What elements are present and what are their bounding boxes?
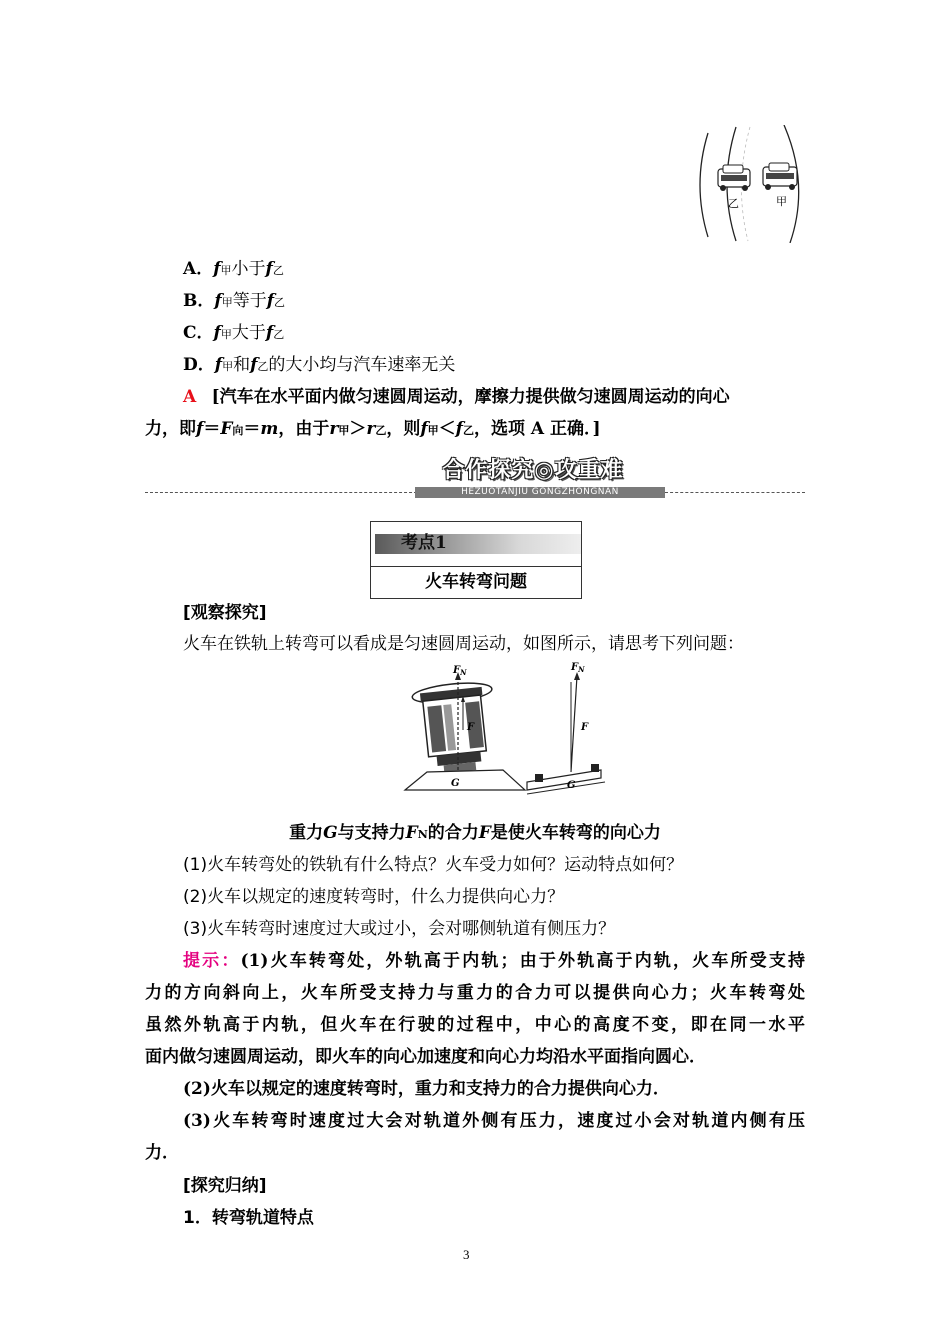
answer-l2-b: ，由于	[278, 419, 330, 439]
banner-dash-right	[665, 492, 805, 493]
option-a-letter: A．	[183, 259, 214, 279]
option-a-var2: f	[265, 259, 273, 279]
answer-l2-sub-jia2: 甲	[427, 424, 439, 437]
answer-letter: A	[183, 387, 197, 407]
answer-l2-f1: f	[420, 419, 428, 439]
caption-G: G	[323, 823, 338, 843]
answer-line-1	[183, 386, 805, 408]
option-d-letter: D．	[183, 355, 215, 375]
option-a	[183, 258, 843, 282]
option-a-var1: f	[213, 259, 221, 279]
answer-l2-F: F	[220, 419, 233, 439]
option-b	[183, 290, 843, 314]
answer-l2-d: ，选项 A 正确．]	[474, 419, 601, 439]
answer-l2-gt: ＞	[349, 419, 367, 439]
banner-subtitle: HEZUOTANJIU GONGZHONGNAN	[415, 487, 665, 498]
observe-heading: [观察探究]	[183, 603, 267, 623]
train-label-FN: $F_N$	[453, 665, 467, 677]
curve-cars-figure	[690, 125, 810, 243]
answer-line-2	[145, 418, 805, 442]
kaodian-label: 考点1	[401, 533, 447, 553]
caption-c: 的合力	[427, 823, 479, 843]
option-a-sub2: 乙	[272, 264, 284, 277]
train-body-icon	[411, 680, 500, 776]
answer-l2-sub-yi: 乙	[375, 424, 387, 437]
answer-l2-a: 力，即	[145, 419, 196, 439]
option-b-var1: f	[214, 291, 222, 311]
label-yi: 乙	[728, 197, 739, 210]
option-d	[183, 354, 843, 378]
question-2: (2)火车以规定的速度转弯时，什么力提供向心力？	[183, 887, 565, 907]
caption-a: 重力	[289, 823, 324, 843]
option-a-sub1: 甲	[220, 264, 232, 277]
answer-l2-r2: r	[366, 419, 376, 439]
option-d-mid: 和	[233, 355, 251, 375]
option-c-sub2: 乙	[273, 328, 285, 341]
answer-l2-r1: r	[329, 419, 339, 439]
hint-p1-line3: 虽然外轨高于内轨，但火车在行驶的过程中，中心的高度不变，即在同一水平	[145, 1015, 805, 1035]
answer-l2-sub-yi2: 乙	[463, 424, 474, 437]
kaodian-title: 火车转弯问题	[425, 572, 527, 592]
option-b-sub2: 乙	[274, 296, 286, 309]
option-b-sub1: 甲	[221, 296, 233, 309]
summary-heading: [探究归纳]	[183, 1176, 267, 1196]
caption-Nsub: N	[417, 828, 428, 841]
diagram-label-FN: $F_N$	[571, 662, 585, 674]
option-b-var2: f	[266, 291, 275, 311]
section-banner	[145, 452, 805, 502]
option-d-var1: f	[214, 355, 223, 375]
option-b-letter: B．	[183, 291, 215, 311]
question-3: (3)火车转弯时速度过大或过小，会对哪侧轨道有侧压力？	[183, 919, 616, 939]
answer-l2-m: m	[260, 419, 279, 439]
question-1: (1)火车转弯处的铁轨有什么特点？火车受力如何？运动特点如何？	[183, 855, 684, 875]
hint-p3-line1: (3)火车转弯时速度过大会对轨道外侧有压力，速度过小会对轨道内侧有压	[183, 1111, 805, 1131]
label-jia: 甲	[776, 195, 787, 208]
hint-p1-line1: (1)火车转弯处，外轨高于内轨；由于外轨高于内轨，火车所受支持	[240, 951, 806, 971]
option-a-mid: 小于	[231, 259, 266, 279]
diagram-label-F: F	[581, 722, 589, 733]
inner-road-curve	[700, 133, 708, 237]
caption-d: 是使火车转弯的向心力	[490, 823, 661, 843]
option-c-letter: C．	[183, 323, 214, 343]
hint-line-1	[183, 950, 805, 972]
train-label-G: G	[451, 778, 460, 789]
option-d-var2: f	[250, 355, 258, 375]
hint-p2: (2)火车以规定的速度转弯时，重力和支持力的合力提供向心力．	[183, 1079, 670, 1099]
caption-F2: F	[478, 823, 491, 843]
train-force-figure	[385, 660, 615, 808]
answer-l2-lt: ＜	[438, 419, 456, 439]
kaodian-box	[370, 521, 582, 599]
page-number: 3	[463, 1247, 470, 1262]
hint-p1-line2: 力的方向斜向上，火车所受支持力与重力的合力可以提供向心力；火车转弯处	[145, 983, 805, 1003]
train-label-F: F	[467, 722, 475, 733]
answer-text-1: [汽车在水平面内做匀速圆周运动，摩擦力提供做匀速圆周运动的向心	[211, 387, 730, 407]
left-slope	[405, 770, 525, 790]
option-c-sub1: 甲	[220, 328, 232, 341]
option-b-mid: 等于	[232, 291, 267, 311]
car-jia-icon	[763, 163, 797, 190]
banner-dash-left	[145, 492, 417, 493]
figure-caption	[145, 822, 805, 846]
answer-l2-sub-xiang: 向	[232, 424, 244, 437]
option-d-tail: 的大小均与汽车速率无关	[268, 355, 456, 375]
caption-b: 与支持力	[337, 823, 406, 843]
answer-l2-f2: f	[455, 419, 463, 439]
banner-title: 合作探究◎攻重难	[442, 458, 624, 483]
summary-item-1: 1．转弯轨道特点	[183, 1208, 314, 1228]
diagram-label-G: G	[567, 780, 576, 791]
hint-p3-line2: 力．	[145, 1143, 179, 1163]
option-d-sub2: 乙	[257, 360, 269, 373]
hint-label: 提示：	[183, 951, 241, 971]
car-yi-icon	[718, 165, 750, 191]
answer-l2-sub-jia: 甲	[338, 424, 350, 437]
answer-l2-f: f	[196, 419, 204, 439]
hint-p1-line4: 面内做匀速圆周运动，即火车的向心加速度和向心力均沿水平面指向圆心．	[145, 1047, 706, 1067]
answer-l2-eq2: ＝	[243, 419, 261, 439]
option-c-var2: f	[265, 323, 274, 343]
answer-l2-c: ，则	[386, 419, 421, 439]
option-c-var1: f	[213, 323, 221, 343]
observe-intro: 火车在铁轨上转弯可以看成是匀速圆周运动，如图所示，请思考下列问题：	[183, 634, 744, 654]
caption-F: F	[405, 823, 418, 843]
option-c-mid: 大于	[231, 323, 266, 343]
answer-l2-eq: ＝	[203, 419, 221, 439]
option-d-sub1: 甲	[222, 360, 234, 373]
option-c	[183, 322, 843, 346]
kaodian-header	[371, 522, 581, 567]
